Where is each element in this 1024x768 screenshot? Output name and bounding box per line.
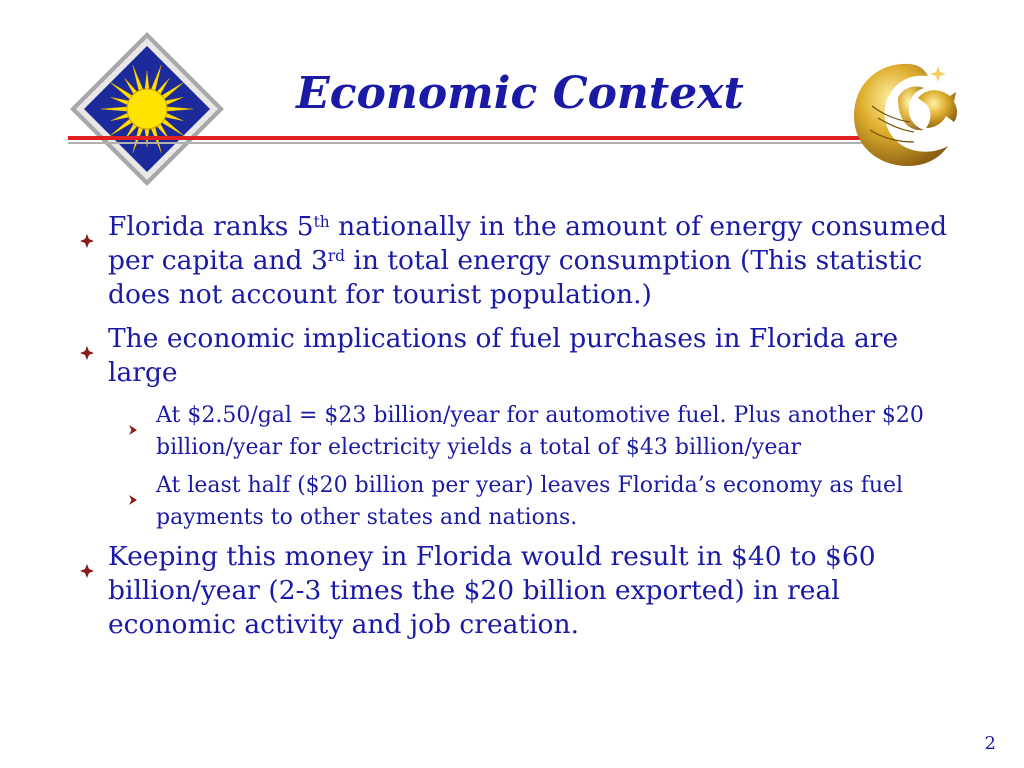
bullet-text	[108, 323, 898, 388]
bullet-text	[108, 541, 876, 640]
arrow-bullet-icon	[128, 413, 138, 423]
bullet-item	[72, 322, 972, 390]
superscript: th	[313, 212, 330, 231]
diamond-bullet-icon	[80, 553, 94, 567]
text-run: in total energy consumption (This statistic does not account for tourist population.)	[108, 245, 923, 310]
pegasus-crest-icon	[848, 58, 963, 170]
bullet-text	[108, 211, 947, 310]
bullet-list	[72, 210, 972, 652]
text-run: nationally in the amount of energy consumed per capita and 3	[108, 211, 948, 276]
sub-bullet-text: At least half ($20 billion per year) leaves Florida’s economy as fuel payments to other states and nations.	[156, 473, 904, 530]
page-title: Economic Context	[296, 68, 744, 119]
bullet-item	[72, 210, 972, 312]
sun-diamond-icon	[66, 28, 228, 190]
text-run: Keeping this money in Florida would result in $40 to $60 billion/year (2-3 times the $20 billion exported) in real economic activity and job creation.	[108, 541, 876, 640]
title-rule	[68, 136, 868, 140]
diamond-bullet-icon	[80, 223, 94, 237]
sub-bullet-text: At $2.50/gal = $23 billion/year for automotive fuel. Plus another $20 billion/year for electricity yields a total of $43 billion/year	[156, 403, 924, 460]
superscript: rd	[327, 246, 345, 265]
page-number: 2	[984, 733, 996, 754]
title-rule-shadow	[68, 142, 868, 144]
diamond-bullet-icon	[80, 335, 94, 349]
text-run: Florida ranks 5	[108, 211, 314, 242]
text-run: The economic implications of fuel purchases in Florida are large	[108, 323, 899, 388]
arrow-bullet-icon	[128, 483, 138, 493]
sub-bullet-item	[72, 400, 972, 464]
bullet-item	[72, 540, 972, 642]
sub-bullet-item	[72, 470, 972, 534]
